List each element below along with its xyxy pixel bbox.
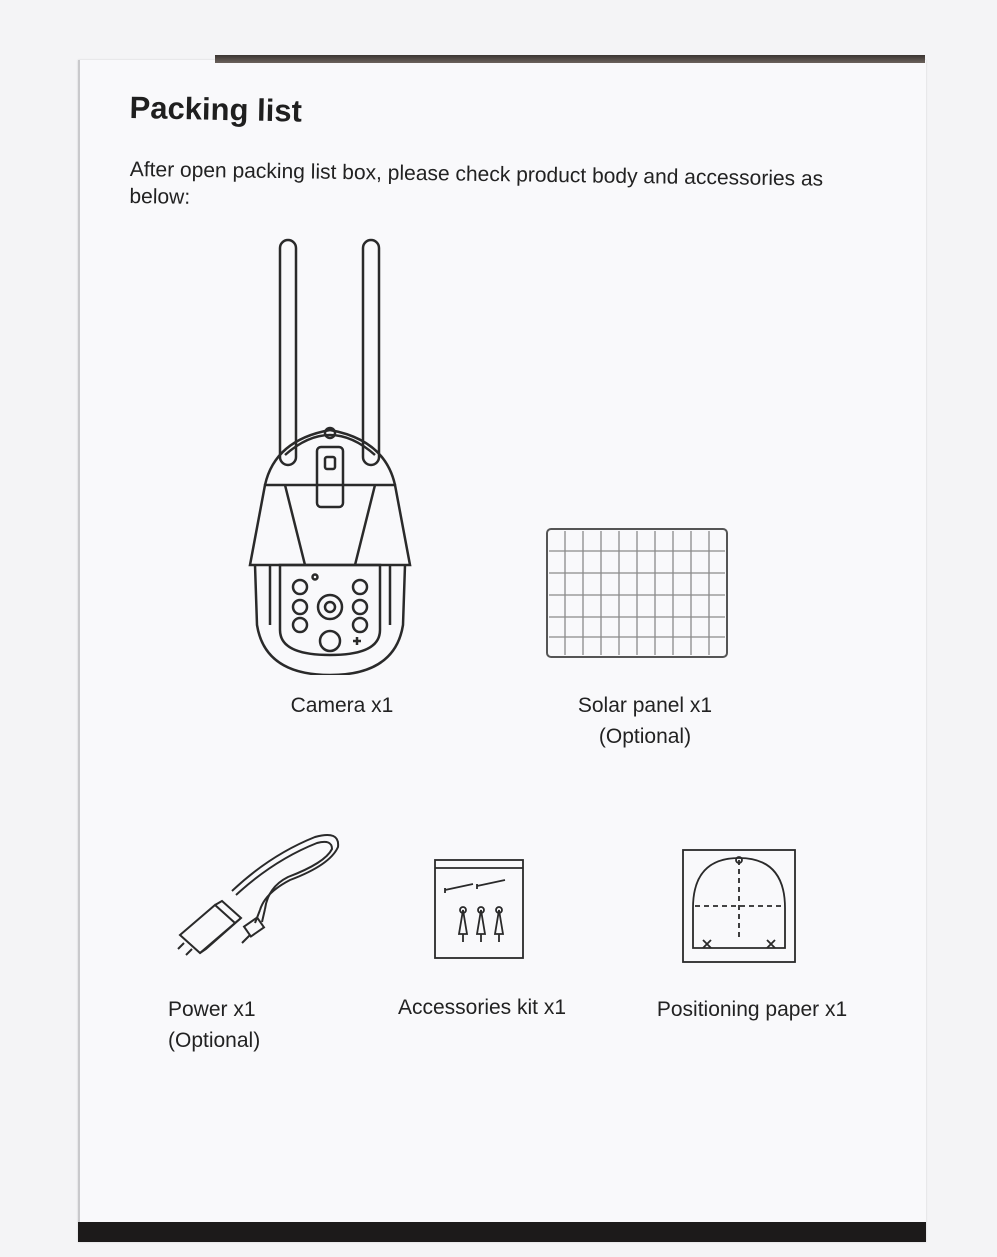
item-positioning-paper [628,994,876,1025]
page-left-edge [78,60,80,1240]
page-top-edge [215,55,925,63]
item-name: Solar panel x1 [577,694,713,717]
item-name: Positioning paper x1 [656,998,848,1021]
item-name: Power x1 [168,998,256,1021]
power-adapter-icon [170,825,350,965]
item-camera [262,690,422,721]
accessories-kit-icon [433,858,527,962]
camera-icon [245,235,425,675]
item-accessories-kit [372,992,592,1023]
positioning-paper-icon [681,848,799,966]
item-name: Camera x1 [290,694,394,717]
page-title: Packing list [129,90,303,129]
solar-panel-icon [545,527,731,659]
page-bottom-edge [78,1222,926,1242]
manual-page [78,60,926,1242]
item-note: (Optional) [168,1029,261,1052]
item-name: Accessories kit x1 [397,996,567,1019]
item-solar-panel [540,690,750,752]
item-note: (Optional) [598,725,692,748]
intro-text: After open packing list box, please check product body and accessories as below: [129,157,824,209]
item-power [168,994,348,1056]
